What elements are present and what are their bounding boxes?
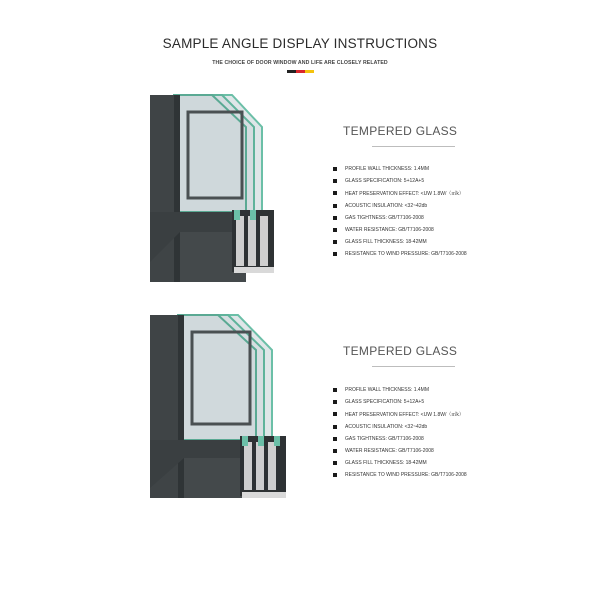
spec-item: GLASS FILL THICKNESS: 18-42MM (333, 236, 467, 248)
bullet-icon (333, 216, 337, 220)
spec-item: RESISTANCE TO WIND PRESSURE: GB/T7106-2008 (333, 248, 467, 260)
spec-item: GLASS SPECIFICATION: 5+12A+5 (333, 396, 467, 408)
spec-item: HEAT PRESERVATION EFFECT: <UW 1.8W/（㎡k） (333, 187, 467, 199)
flag-stripe-red (296, 70, 305, 73)
section-divider-1 (372, 146, 455, 147)
spec-item: GLASS FILL THICKNESS: 18-42MM (333, 457, 467, 469)
spec-item: PROFILE WALL THICKNESS: 1.4MM (333, 384, 467, 396)
section-divider-2 (372, 366, 455, 367)
spec-item: PROFILE WALL THICKNESS: 1.4MM (333, 163, 467, 175)
spec-item: ACOUSTIC INSULATION: <32~42db (333, 421, 467, 433)
spec-item: GAS TIGHTNESS: GB/T7106-2008 (333, 433, 467, 445)
bullet-icon (333, 412, 337, 416)
bullet-icon (333, 437, 337, 441)
bullet-icon (333, 252, 337, 256)
bullet-icon (333, 240, 337, 244)
bullet-icon (333, 473, 337, 477)
bullet-icon (333, 228, 337, 232)
bullet-icon (333, 461, 337, 465)
spec-item: WATER RESISTANCE: GB/T7106-2008 (333, 445, 467, 457)
page-subtitle: THE CHOICE OF DOOR WINDOW AND LIFE ARE CLOSELY RELATED (212, 60, 388, 66)
window-profile-image-1 (150, 92, 280, 287)
spec-item: ACOUSTIC INSULATION: <32~42db (333, 200, 467, 212)
bullet-icon (333, 400, 337, 404)
spec-list-2 (333, 384, 467, 482)
bullet-icon (333, 167, 337, 171)
spec-item: GAS TIGHTNESS: GB/T7106-2008 (333, 212, 467, 224)
section-title-1: TEMPERED GLASS (343, 124, 458, 138)
spec-list-1 (333, 163, 467, 261)
spec-item: WATER RESISTANCE: GB/T7106-2008 (333, 224, 467, 236)
bullet-icon (333, 388, 337, 392)
spec-item: RESISTANCE TO WIND PRESSURE: GB/T7106-2008 (333, 469, 467, 481)
bullet-icon (333, 179, 337, 183)
bullet-icon (333, 204, 337, 208)
page-title: SAMPLE ANGLE DISPLAY INSTRUCTIONS (162, 36, 438, 51)
window-profile-image-2 (150, 312, 290, 502)
flag-stripe-yellow (305, 70, 314, 73)
spec-item: HEAT PRESERVATION EFFECT: <UW 1.8W/（㎡k） (333, 408, 467, 420)
section-title-2: TEMPERED GLASS (343, 344, 458, 358)
bullet-icon (333, 191, 337, 195)
flag-stripe-black (287, 70, 296, 73)
spec-item: GLASS SPECIFICATION: 5+12A+5 (333, 175, 467, 187)
bullet-icon (333, 449, 337, 453)
bullet-icon (333, 425, 337, 429)
